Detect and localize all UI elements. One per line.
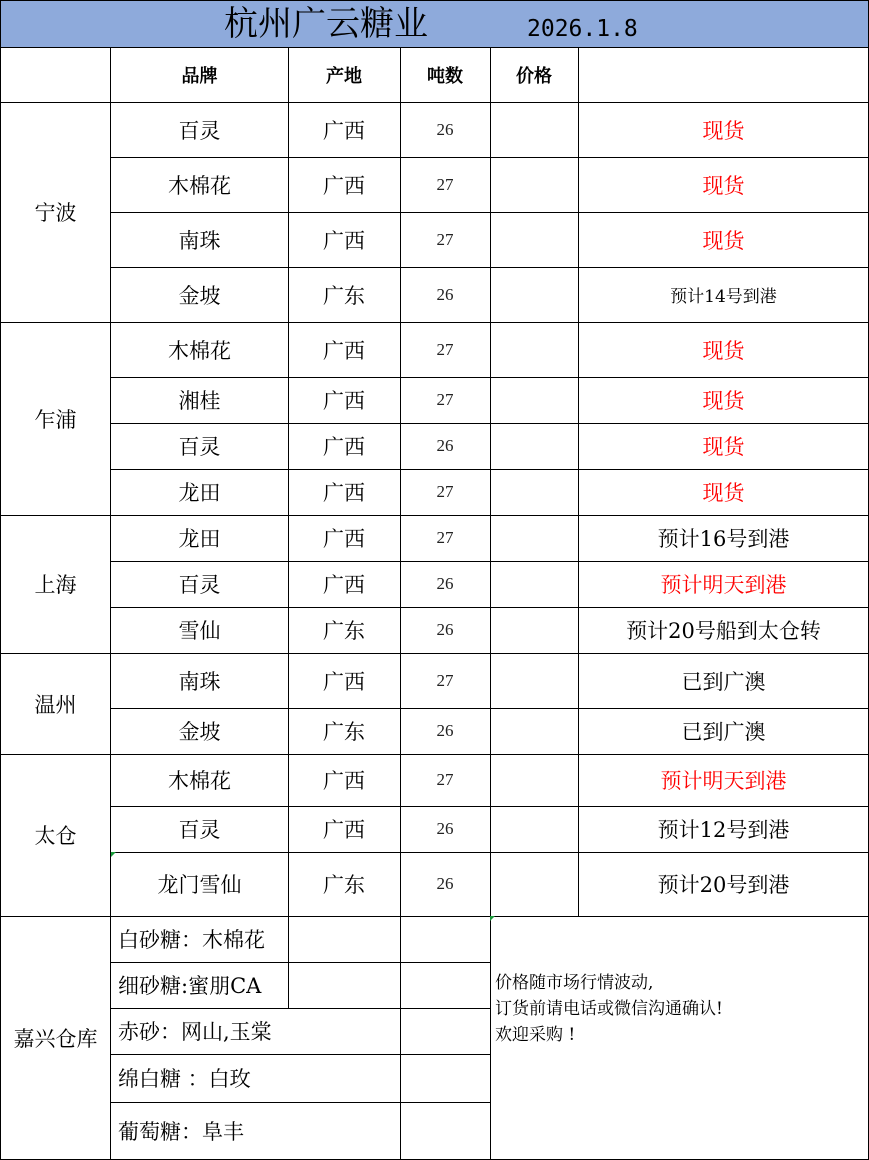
jiaxing-item: 细砂糖:蜜朋CA (118, 974, 262, 998)
cell-status: 预计14号到港 (670, 287, 777, 307)
cell-brand: 百灵 (178, 118, 221, 143)
cell-origin: 广东 (323, 873, 365, 897)
warehouse-jiaxing: 嘉兴仓库 (13, 1027, 98, 1051)
cell-origin: 广西 (323, 435, 365, 459)
cell-status: 预计明天到港 (660, 573, 787, 597)
warehouse-name: 太仓 (34, 824, 77, 848)
cell-tons: 26 (436, 874, 454, 893)
cell-tons: 27 (436, 174, 454, 194)
cell-brand: 金坡 (178, 283, 221, 308)
warehouse-name: 上海 (34, 573, 77, 597)
company-title: 杭州广云糖业 (224, 4, 428, 44)
grid-line (490, 916, 491, 1160)
cell-brand: 木棉花 (168, 173, 231, 198)
comment-marker (111, 852, 116, 857)
cell-status: 已到广澳 (681, 669, 766, 694)
cell-brand: 南珠 (178, 669, 221, 694)
cell-origin: 广西 (323, 481, 365, 505)
col-header-origin: 产地 (326, 65, 362, 87)
jiaxing-item: 葡萄糖：阜丰 (118, 1120, 244, 1144)
cell-tons: 26 (436, 119, 454, 139)
jiaxing-item: 绵白糖 ：白玫 (118, 1067, 251, 1091)
price-note (495, 970, 723, 1048)
cell-brand: 湘桂 (178, 389, 221, 413)
cell-status: 预计20号到港 (657, 873, 790, 897)
cell-status: 现货 (702, 228, 745, 253)
comment-marker (490, 916, 495, 921)
grid-line (400, 916, 401, 1160)
cell-tons: 27 (436, 482, 454, 501)
cell-origin: 广东 (323, 283, 365, 308)
cell-brand: 南珠 (178, 228, 221, 253)
cell-status: 现货 (702, 389, 745, 413)
cell-status: 现货 (702, 173, 745, 198)
grid-line (0, 0, 869, 1)
cell-tons: 26 (436, 620, 454, 639)
cell-status: 预计20号船到太仓转 (626, 619, 821, 643)
cell-status: 现货 (702, 338, 745, 363)
jiaxing-item: 白砂糖：木棉花 (118, 928, 265, 952)
cell-tons: 27 (436, 670, 454, 690)
cell-brand: 百灵 (178, 573, 221, 597)
cell-brand: 百灵 (178, 818, 221, 842)
title-bar (0, 0, 869, 47)
cell-origin: 广西 (323, 818, 365, 842)
warehouse-name: 温州 (34, 692, 77, 717)
cell-tons: 26 (436, 574, 454, 593)
cell-tons: 26 (436, 436, 454, 455)
sheet-date: 2026.1.8 (527, 16, 638, 42)
cell-origin: 广西 (323, 573, 365, 597)
cell-brand: 龙田 (178, 481, 221, 505)
cell-tons: 27 (436, 229, 454, 249)
cell-status: 预计16号到港 (657, 527, 790, 551)
col-header-tons: 吨数 (427, 65, 463, 87)
warehouse-name: 宁波 (34, 201, 77, 225)
col-header-price: 价格 (516, 65, 552, 87)
cell-tons: 27 (436, 770, 454, 789)
cell-origin: 广西 (323, 669, 365, 694)
cell-tons: 27 (436, 528, 454, 547)
cell-brand: 雪仙 (178, 619, 221, 643)
warehouse-name: 乍浦 (34, 407, 77, 432)
cell-tons: 27 (436, 390, 454, 409)
cell-origin: 广西 (323, 527, 365, 551)
grid-line (490, 47, 491, 916)
note-line: 价格随市场行情波动, (495, 973, 654, 993)
cell-tons: 26 (436, 721, 454, 740)
cell-brand: 龙田 (178, 527, 221, 551)
cell-origin: 广西 (323, 338, 365, 363)
jiaxing-item: 赤砂：网山,玉棠 (118, 1020, 272, 1044)
cell-origin: 广西 (323, 769, 365, 793)
cell-origin: 广西 (323, 173, 365, 198)
cell-origin: 广东 (323, 619, 365, 643)
cell-brand: 木棉花 (168, 338, 231, 363)
col-header-brand: 品牌 (181, 65, 218, 87)
cell-origin: 广西 (323, 389, 365, 413)
cell-origin: 广西 (323, 228, 365, 253)
cell-origin: 广东 (323, 720, 365, 744)
cell-brand: 金坡 (178, 720, 221, 744)
cell-tons: 26 (436, 284, 454, 304)
cell-tons: 27 (436, 339, 454, 359)
cell-brand: 百灵 (178, 435, 221, 459)
cell-brand: 龙门雪仙 (157, 873, 242, 897)
cell-status: 预计明天到港 (660, 769, 787, 793)
cell-status: 预计12号到港 (657, 818, 790, 842)
note-line: 订货前请电话或微信沟通确认! (495, 999, 723, 1019)
cell-tons: 26 (436, 819, 454, 838)
cell-status: 现货 (702, 435, 745, 459)
note-line: 欢迎采购 ! (495, 1025, 576, 1045)
cell-origin: 广西 (323, 118, 365, 143)
cell-status: 已到广澳 (681, 720, 766, 744)
cell-status: 现货 (702, 118, 745, 143)
cell-status: 现货 (702, 481, 745, 505)
cell-brand: 木棉花 (168, 769, 231, 793)
